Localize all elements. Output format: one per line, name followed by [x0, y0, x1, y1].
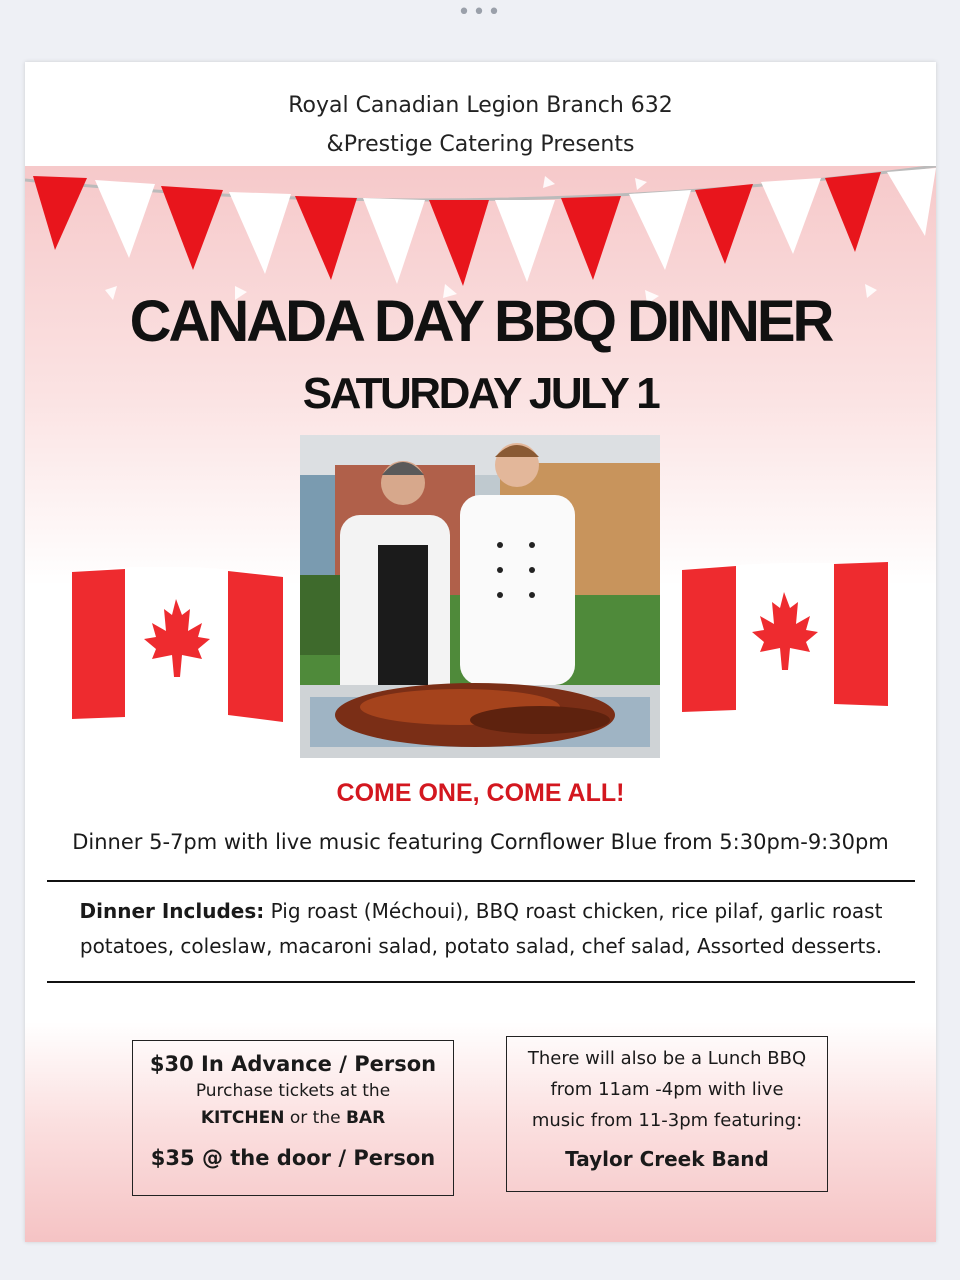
- event-date: SATURDAY JULY 1: [302, 369, 659, 418]
- more-dots-icon[interactable]: •••: [457, 0, 503, 25]
- lunch-line-2: from 11am -4pm with live: [550, 1079, 784, 1100]
- presenter-line-1: Royal Canadian Legion Branch 632: [288, 93, 673, 118]
- lunch-info-box: [506, 1036, 828, 1192]
- canada-flag-icon: [70, 567, 285, 722]
- kitchen-label: KITCHEN: [200, 1108, 285, 1128]
- dinner-schedule: Dinner 5-7pm with live music featuring Cornflower Blue from 5:30pm-9:30pm: [72, 830, 889, 854]
- bar-label: BAR: [345, 1108, 386, 1128]
- presenter-text: [25, 86, 936, 164]
- dinner-includes: [45, 894, 917, 964]
- purchase-prefix: Purchase tickets at the: [195, 1081, 391, 1101]
- includes-label: Dinner Includes:: [79, 899, 265, 923]
- or-the-label: or the: [284, 1108, 346, 1128]
- divider-bottom: [47, 981, 915, 983]
- canada-flag-icon: [680, 562, 890, 712]
- event-flyer: [25, 62, 936, 1242]
- come-all-tagline: COME ONE, COME ALL!: [336, 779, 625, 807]
- advance-price: $30 In Advance / Person: [149, 1052, 437, 1076]
- ticket-info-box: [132, 1040, 454, 1196]
- event-title: CANADA DAY BBQ DINNER: [129, 289, 832, 354]
- lunch-line-1: There will also be a Lunch BBQ: [527, 1048, 807, 1069]
- chefs-photo: [300, 435, 660, 758]
- door-price: $35 @ the door / Person: [150, 1146, 436, 1170]
- divider-top: [47, 880, 915, 882]
- presenter-line-2: &Prestige Catering Presents: [326, 132, 635, 157]
- includes-text: Pig roast (Méchoui), BBQ roast chicken, rice pilaf, garlic roast potatoes, coleslaw, macaroni salad, potato salad, chef salad, Assorted desserts.: [79, 899, 883, 958]
- lunch-band: Taylor Creek Band: [565, 1147, 769, 1171]
- lunch-line-3: music from 11-3pm featuring:: [531, 1110, 803, 1131]
- lunch-description: [507, 1043, 827, 1136]
- purchase-locations: [133, 1105, 453, 1132]
- bunting-decoration: [25, 166, 936, 306]
